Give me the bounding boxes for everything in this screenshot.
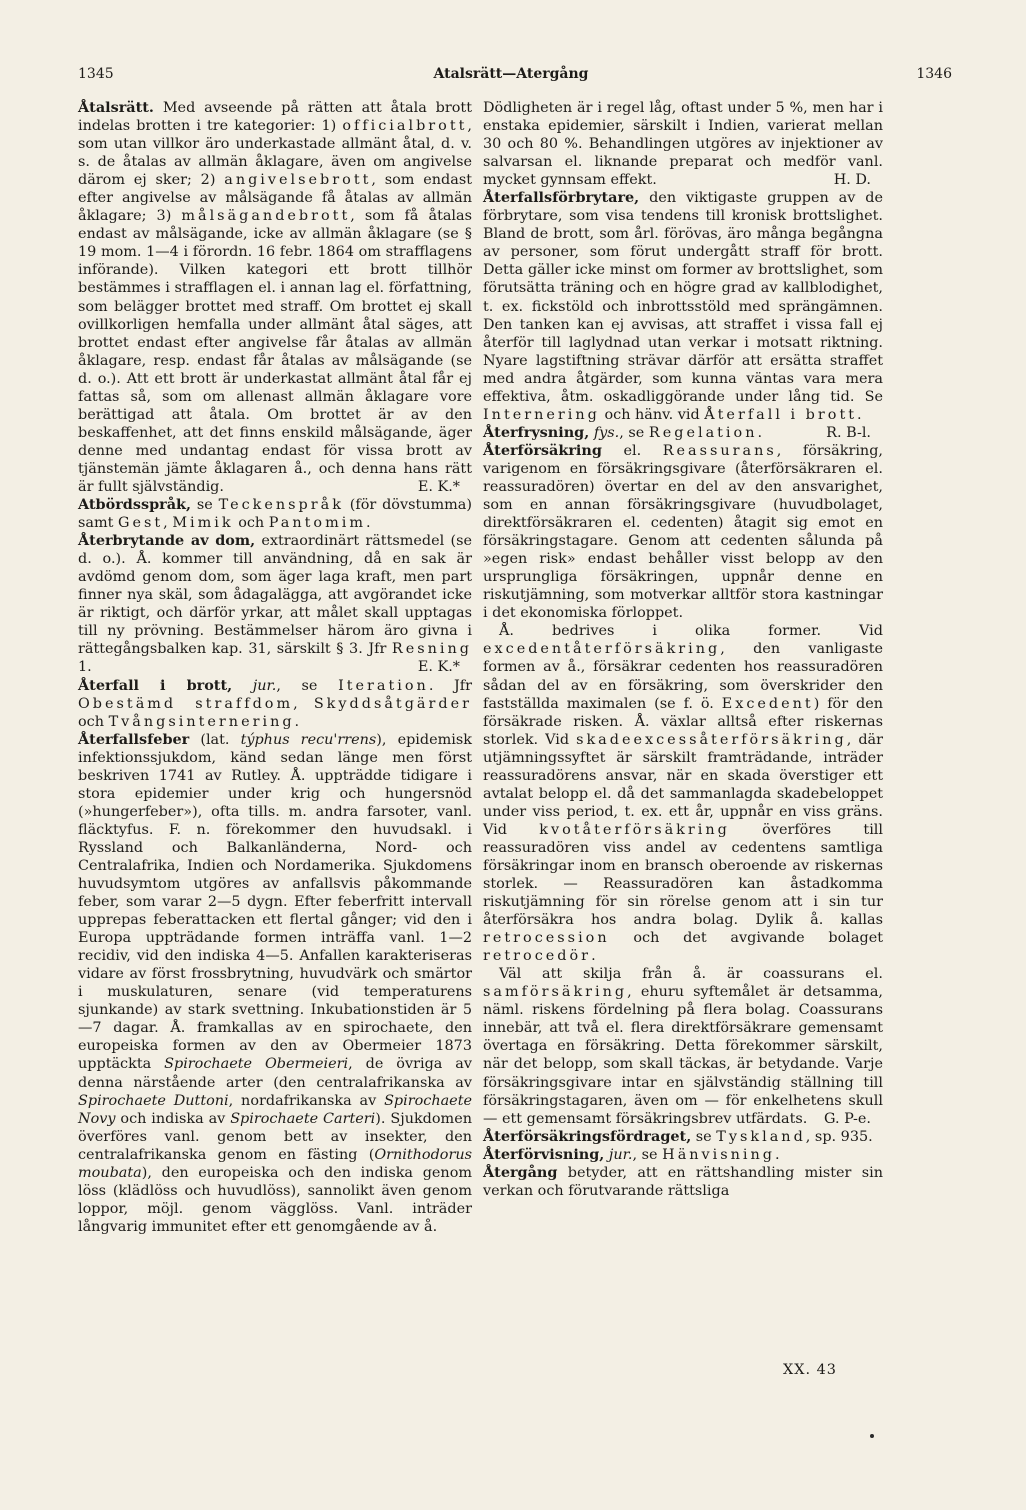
latin-term: Spirochaete Obermeieri [164, 1056, 349, 1073]
running-header [70, 66, 952, 88]
page-number-right: 1346 [916, 66, 952, 82]
cross-reference[interactable]: Excedent [721, 695, 814, 712]
cross-reference[interactable]: Pantomim [268, 515, 366, 532]
spaced-term: officialbrott [342, 118, 468, 135]
entry-text: el. [601, 442, 663, 459]
headword: Återbrytande av dom, [78, 532, 256, 550]
entry-text: . Jfr [428, 677, 472, 694]
latin-term: Spirochaete Carteri [230, 1110, 376, 1127]
entry-text: . [366, 515, 371, 532]
entry-atalsratt [78, 99, 472, 496]
cross-reference[interactable]: Gest [117, 515, 164, 532]
spaced-term: retrocedör [483, 948, 592, 965]
entry-aterbrytande [78, 532, 472, 676]
entry-text: , som utan villkor äro underkastade allmänt åtal, d. v. s. de åtalas av allmän åklagare, även om angivelse därom ej sker; 2) [78, 118, 472, 189]
spaced-term: Reassurans [662, 442, 777, 459]
entry-text: . [757, 424, 763, 441]
entry-text: se [691, 1128, 717, 1145]
author-signature: H. D. [833, 172, 871, 189]
signature-mark: XX. 43 [783, 1362, 837, 1378]
cross-reference[interactable]: Internering [483, 406, 600, 423]
entry-aterforsakring-coassurans [483, 965, 883, 1127]
entry-text: och [233, 515, 269, 532]
entry-text: (lat. [189, 731, 241, 748]
cross-reference[interactable]: Återfall i brott [704, 406, 858, 423]
entry-aterforsakringsfordraget [483, 1128, 883, 1146]
entry-text: . [294, 713, 300, 730]
cross-reference[interactable]: Resning [391, 641, 472, 658]
entry-text: extraordinärt rättsmedel (se d. o.). Å. kommer till användning, då en sak är avdömd genom dom, som äger laga kraft, men part finner nya skäl, som ådagalägga, att avgörandet icke är riktigt, och därför yrkar, att målet skall upptagas till ny prövning. Bestämmelser härom äro givna i rättegångsbalken kap. 31, särskilt § 3. Jfr [78, 533, 473, 658]
entry-text: . [857, 406, 862, 423]
headword: Återfallsfeber [78, 730, 190, 748]
spaced-term: målsägandebrott [181, 208, 351, 225]
entry-text: , som endast efter angivelse av målsägande få åtalas av allmän åklagare; 3) [78, 172, 472, 225]
cross-reference[interactable]: Tyskland [716, 1128, 806, 1145]
left-column [78, 99, 472, 1236]
entry-text: Å. bedrives i olika former. Vid [499, 623, 883, 640]
field-label: fys. [589, 424, 620, 441]
cross-reference[interactable]: Obestämd straffdom [78, 695, 294, 712]
cross-reference[interactable]: Mimik [172, 515, 234, 532]
entry-text: ). Sjukdomen överföres vanl. genom bett av insekter, den centralafrikanska genom en fästing ( [78, 1110, 472, 1163]
entry-text: och det avgivande bolaget [609, 930, 883, 947]
entry-text: , den vanligaste formen av å., försäkrar cedenten hos reassuradören sådan del av en försäkring, som överskrider den fastställda maximalen (se f. ö. [483, 641, 883, 712]
entry-text: , se [632, 1146, 663, 1163]
entry-text: 1. [78, 659, 92, 676]
entry-text: den viktigaste gruppen av de förbrytare, som visa tendens till kronisk brottslighet. Bland de brott, som årl. förövas, äro många begångna av personer, som förut undergått straff för brott. Detta gäller icke minst om former av brottslighet, som förutsätta träning och en högre grad av kallblodighet, t. ex. fickstöld och inbrottsstöld med sprängämnen. Den tanken kan ej avvisas, att straffet i vissa fall ej återför till laglydnad utan verkar i motsatt riktning. Nyare lagstiftning strävar därför att ersätta straffet med andra åtgärder, som kunna väntas vara mera effektiva, åtm. oskadliggörande under lång tid. Se [483, 190, 883, 405]
entry-aterfallsfeber [78, 731, 472, 1236]
entry-text: överföres till reassuradören viss andel av cedentens samtliga försäkringar inom en bransch oberoende av riskernas storlek. — Reassuradören kan åstadkomma riskutjämning för sin rörelse genom att i sin tur återförsäkra hos andra bolag. Dylik å. kallas [483, 821, 884, 929]
entry-text: ), epidemisk infektionssjukdom, känd sedan länge men först beskriven 1741 av Rutley. Å. uppträdde tidigare i stora epidemier under krig och hungersnöd (»hungerfeber»), ofta tills. m. andra farsoter, vanl. fläcktyfus. F. n. förekommer den huvudsakl. i Ryssland och Balkanländerna, Nord- och Centralafrika, Indien och Nordamerika. Sjukdomens huvudsymtom utgöres av anfallsvis påkommande feber, som varar 2—5 dygn. Efter feberfritt intervall upprepas feberattacken ett flertal gånger; vid den i Europa uppträdande formen inträffa vanl. 1—2 recidiv, vid den indiska 4—5. Anfallen karakteriseras vidare av först frossbrytning, huvudvärk och smärtor i muskulaturen, senare (vid temperaturens sjunkande) av stark svettning. Inkubationstiden är 5—7 dagar. Å. framkallas av en spirochaete, den europeiska formen av den av Obermeier 1873 upptäckta [78, 731, 472, 1073]
entry-text: betyder, att en rättshandling mister sin verkan och förutvarande rättsliga [483, 1164, 883, 1199]
entry-text: Väl att skilja från å. är coassurans el. [499, 966, 883, 983]
running-title: Atalsrätt—Atergång [433, 66, 589, 82]
spaced-term: retrocession [483, 930, 610, 947]
entry-atbordssprak [78, 496, 472, 532]
headword: Atbördsspråk, [78, 496, 192, 514]
entry-text: . [591, 948, 596, 965]
latin-term: Ornithodorus moubata [78, 1146, 472, 1181]
cross-reference[interactable]: Hänvisning [662, 1146, 776, 1163]
spaced-term: angivelsebrott [224, 172, 372, 189]
entry-text: , se [276, 677, 339, 694]
entry-atergang [483, 1164, 883, 1200]
entry-aterforsakring [483, 442, 883, 622]
cross-reference[interactable]: Regelation [648, 424, 758, 441]
entry-text: , nordafrikanska av [228, 1092, 385, 1109]
entry-aterfall [78, 677, 472, 731]
field-label: jur. [232, 677, 277, 694]
cross-reference[interactable]: Tvångsinternering [108, 713, 295, 730]
author-signature: G. P-e. [824, 1110, 871, 1127]
spaced-term: samförsäkring [483, 984, 628, 1001]
entry-text: . [775, 1146, 780, 1163]
entry-text: se [191, 497, 219, 514]
entry-text: och [78, 713, 109, 730]
entry-text: ), den europeiska och den indiska genom löss (klädlöss och huvudlöss), sannolikt även genom loppor, möjl. genom vägglöss. Vanl. inträder långvarig immunitet efter ett genomgående av å. [78, 1164, 472, 1235]
entry-text: Med avseende på rätten att åtala brott indelas brotten i tre kategorier: 1) [78, 100, 472, 135]
headword: Återförsäkring [483, 441, 602, 459]
entry-text: ) för den försäkrade risken. Å. växlar alltså efter riskernas storlek. Vid [483, 695, 883, 748]
headword: Återgång [483, 1163, 558, 1181]
spaced-term: excedentåterförsäkring [483, 641, 721, 658]
field-label: jur. [604, 1146, 633, 1163]
cross-reference[interactable]: Skyddsåtgärder [313, 695, 472, 712]
cross-reference[interactable]: Teckenspråk [218, 497, 344, 514]
latin-term: Spirochaete Duttoni [78, 1092, 229, 1109]
entry-text: , [293, 695, 314, 712]
entry-text: , försäkring, varigenom en försäkringsgivare (återförsäkraren el. reassuradören) övertar en del av den ansvarighet, som en annan försäkringsgivare (huvudbolaget, direktförsäkraren el. cedenten) åtagit sig emot en försäkringstagare. Genom att cedenten sålunda på »egen risk» endast behåller visst belopp av den ursprungliga försäkringen, uppnår denne en riskutjämning, som motverkar alltför stora kastningar i det ekonomiska förloppet. [483, 442, 883, 622]
author-signature: R. B-l. [826, 424, 871, 441]
headword: Återförvisning, [483, 1145, 605, 1163]
entry-text: , [163, 515, 173, 532]
page-number-left: 1345 [78, 66, 114, 82]
entry-aterfallsfeber-continued [483, 99, 883, 189]
entry-text: Dödligheten är i regel låg, oftast under 5 %, men har i enstaka epidemier, särskilt i Indien, varierat mellan 30 och 80 %. Behandlingen utgöres av injektioner av salvarsan el. liknande preparat och medför vanl. mycket gynnsam effekt. [483, 100, 883, 189]
entry-text: , sp. 935. [805, 1128, 873, 1145]
entry-text: , se [619, 424, 649, 441]
entry-text: och hänv. vid [599, 406, 705, 423]
entry-aterfrysning [483, 424, 883, 442]
author-signature: E. K.* [417, 478, 460, 495]
headword: Återfall i brott, [78, 676, 233, 694]
entry-text: (för dövstumma) samt [78, 497, 472, 532]
cross-reference[interactable]: Iteration [338, 677, 429, 694]
author-signature: E. K.* [417, 659, 460, 676]
entry-text: och indiska av [115, 1110, 231, 1127]
entry-aterforsakring-forms [483, 622, 883, 965]
ink-dot [870, 1434, 874, 1438]
entry-text: , som få åtalas endast av målsägande, icke av allmän åklagare (se § 19 mom. 1—4 i förordn. 16 febr. 1864 om strafflagens införande). Vilken kategori ett brott tillhör bestämmes i strafflagen el. i annan lag el. författning, som belägger brottet med straff. Om brottet ej skall ovillkorligen hemfalla under allmänt åtal säges, att brottet endast efter angivelse får åtalas av allmän åklagare, resp. endast får åtalas av målsägande (se d. o.). Att ett brott är underkastat allmänt åtal får ej fattas så, som om allenast allmän åklagare vore berättigad att åtala. Om brottet är av den beskaffenhet, att det finns enskild målsägande, äger denne med undantag endast för vissa brott av tjänstemän jämte åklagaren å., och denna hans rätt är fullt självständig. [78, 208, 472, 495]
entry-text: , de övriga av denna närstående arter (den centralafrikanska av [78, 1056, 472, 1091]
spaced-term: kvotåterförsäkring [539, 821, 730, 838]
latin-term: týphus recu'rrens [240, 731, 377, 748]
entry-aterforvisning [483, 1146, 883, 1164]
headword: Återfrysning, [483, 423, 590, 441]
entry-text: , där utjämningssyftet är särskilt framträdande, inträder reassuradörens ansvar, när en skada överstiger ett avtalat belopp el. då det sammanlagda skadebeloppet under viss period, t. ex. ett år, uppnår en viss gräns. Vid [483, 731, 883, 838]
spaced-term: skadeexcessåterförsäkring [576, 731, 847, 748]
headword: Återfallsförbrytare, [483, 189, 640, 207]
headword: Åtalsrätt. [78, 99, 154, 116]
entry-text: , ehuru syftemålet är detsamma, näml. riskens fördelning på flera bolag. Coassurans innebär, att två el. flera direktförsäkrare gemensamt övertaga en försäkring. Detta förekommer särskilt, när det belopp, som skall täckas, är betydande. Varje försäkringsgivare intar en självständig ställning till försäkringstagaren, även om — för enkelhetens skull — ett gemensamt försäkringsbrev utfärdats. [483, 984, 883, 1127]
right-column [483, 99, 883, 1200]
headword: Återförsäkringsfördraget, [483, 1127, 692, 1145]
latin-term: Spirochaete Novy [78, 1092, 473, 1127]
